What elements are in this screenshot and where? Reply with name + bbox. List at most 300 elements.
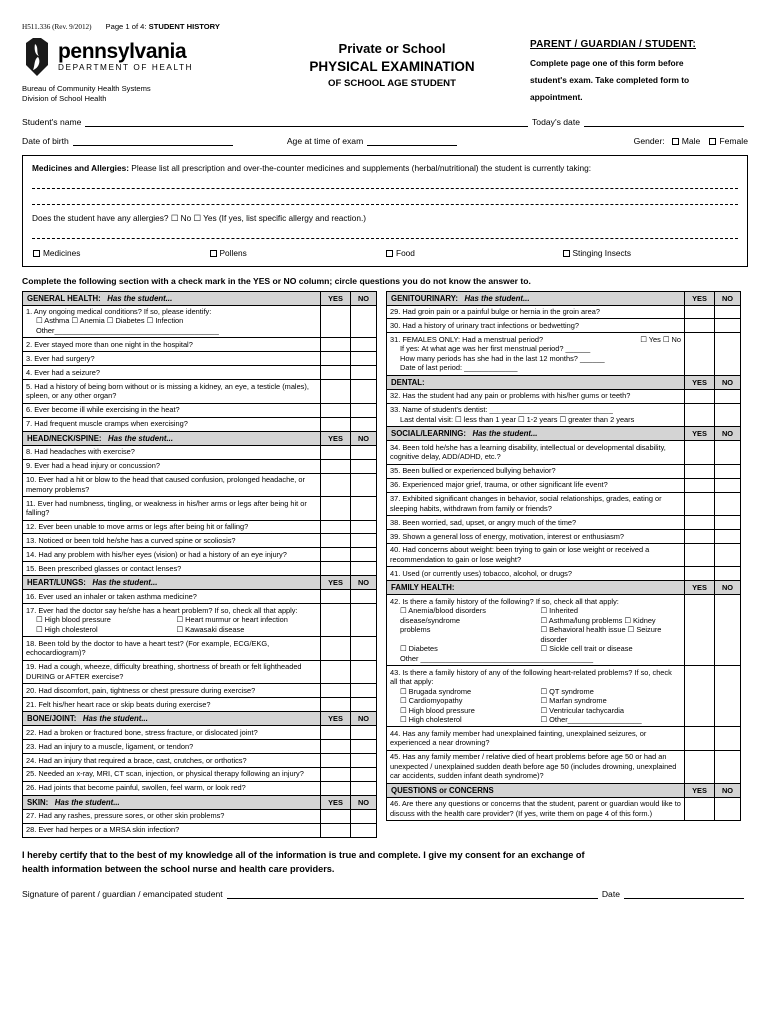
answer-yes-cell[interactable] bbox=[321, 352, 351, 366]
question-row bbox=[387, 464, 741, 478]
answer-yes-cell[interactable] bbox=[685, 727, 715, 750]
signature-date-input[interactable] bbox=[624, 889, 744, 899]
section-title: HEAD/NECK/SPINE: Has the student... bbox=[23, 431, 321, 445]
question-cell bbox=[23, 637, 321, 660]
question-subtext[interactable]: Other __________________________________________ bbox=[400, 653, 594, 663]
question-subtext[interactable]: Other________________________________________ bbox=[36, 325, 219, 335]
question-row bbox=[387, 797, 741, 820]
question-option[interactable]: ☐ Sickle cell trait or disease bbox=[540, 644, 633, 654]
question-text: 30. Had a history of urinary tract infections or bedwetting? bbox=[390, 320, 579, 330]
answer-yes-cell[interactable] bbox=[685, 478, 715, 492]
question-option-row[interactable] bbox=[400, 696, 681, 705]
page-indicator-prefix: Page 1 of 4: bbox=[105, 22, 149, 31]
answer-no-cell[interactable] bbox=[351, 445, 377, 459]
section-header-row bbox=[387, 427, 741, 441]
student-name-row bbox=[22, 117, 748, 127]
todays-date-label: Today's date bbox=[532, 116, 580, 127]
question-text: 35. Been bullied or experienced bullying behavior? bbox=[390, 466, 556, 476]
bureau-block bbox=[22, 84, 254, 105]
certification-text bbox=[22, 849, 748, 877]
allergy-check-food[interactable] bbox=[385, 248, 562, 258]
answer-yes-cell[interactable] bbox=[685, 543, 715, 566]
gender-female-checkbox[interactable] bbox=[709, 138, 716, 145]
answer-yes-cell[interactable] bbox=[321, 660, 351, 683]
gender-male-checkbox[interactable] bbox=[672, 138, 679, 145]
question-cell bbox=[23, 548, 321, 562]
question-option-row[interactable] bbox=[400, 706, 681, 715]
signature-date-label: Date bbox=[601, 889, 620, 900]
answer-no-cell[interactable] bbox=[351, 534, 377, 548]
question-text: 41. Used (or currently uses) tobacco, alcohol, or drugs? bbox=[390, 568, 572, 578]
question-row bbox=[23, 548, 377, 562]
question-cell bbox=[387, 727, 685, 750]
question-cell bbox=[387, 305, 685, 319]
answer-no-cell[interactable] bbox=[351, 305, 377, 338]
answer-no-cell[interactable] bbox=[715, 727, 741, 750]
section-title: QUESTIONS or CONCERNS bbox=[387, 783, 685, 797]
answer-yes-cell[interactable] bbox=[685, 333, 715, 375]
question-cell bbox=[23, 473, 321, 496]
answer-yes-cell[interactable] bbox=[321, 740, 351, 754]
section-title: GENERAL HEALTH: Has the student... bbox=[23, 291, 321, 305]
answer-no-cell[interactable] bbox=[351, 548, 377, 562]
question-cell bbox=[387, 666, 685, 727]
question-option[interactable]: ☐ Marfan syndrome bbox=[540, 696, 607, 706]
answer-yes-cell[interactable] bbox=[685, 595, 715, 666]
gender-female-option[interactable] bbox=[708, 136, 748, 146]
answer-yes-cell[interactable] bbox=[321, 338, 351, 352]
question-row bbox=[387, 389, 741, 403]
questionnaire-columns bbox=[22, 291, 748, 838]
answer-no-cell[interactable] bbox=[351, 497, 377, 520]
logo-row bbox=[22, 37, 254, 77]
allergy-medicines-checkbox[interactable] bbox=[33, 250, 40, 257]
allergy-insects-checkbox[interactable] bbox=[563, 250, 570, 257]
answer-no-cell[interactable] bbox=[351, 767, 377, 781]
question-row bbox=[23, 809, 377, 823]
gender-female-label: Female bbox=[719, 135, 748, 146]
date-of-birth-label: Date of birth bbox=[22, 135, 69, 146]
question-row bbox=[23, 473, 377, 496]
answer-yes-cell[interactable] bbox=[321, 809, 351, 823]
question-subtext[interactable]: If yes: At what age was her first menstrual period? ______ bbox=[400, 344, 591, 354]
question-option-row[interactable] bbox=[400, 616, 681, 625]
answer-no-cell[interactable] bbox=[715, 464, 741, 478]
answer-yes-cell[interactable] bbox=[321, 823, 351, 837]
question-option[interactable]: ☐ Inherited bbox=[540, 606, 578, 616]
question-cell bbox=[23, 417, 321, 431]
section-header-row bbox=[23, 291, 377, 305]
question-text: 26. Had joints that become painful, swollen, feel warm, or look red? bbox=[26, 783, 246, 793]
question-text: 27. Had any rashes, pressure sores, or other skin problems? bbox=[26, 811, 225, 821]
question-subtext[interactable]: How many periods has she had in the last 12 months? ______ bbox=[400, 353, 605, 363]
question-subtext[interactable]: ☐ Asthma ☐ Anemia ☐ Diabetes ☐ Infection bbox=[36, 316, 184, 326]
question-text: 37. Exhibited significant changes in behavior, social relationships, grades, eating or sleeping habits, withdrawn from family or friends? bbox=[390, 494, 662, 513]
section-title: SOCIAL/LEARNING: Has the student... bbox=[387, 427, 685, 441]
question-text: 40. Had concerns about weight: been trying to gain or lose weight or received a recommendation to gain or lose weight? bbox=[390, 545, 650, 564]
answer-yes-cell[interactable] bbox=[321, 767, 351, 781]
page-indicator bbox=[106, 22, 220, 31]
medicines-heading bbox=[32, 163, 738, 173]
question-option-row[interactable] bbox=[400, 644, 681, 653]
question-option-row[interactable] bbox=[400, 715, 681, 724]
answer-yes-cell[interactable] bbox=[685, 441, 715, 464]
question-cell bbox=[23, 590, 321, 604]
question-row bbox=[387, 595, 741, 666]
answer-yes-cell[interactable] bbox=[321, 548, 351, 562]
answer-yes-cell[interactable] bbox=[321, 698, 351, 712]
question-option-row[interactable] bbox=[400, 625, 681, 644]
answer-yes-cell[interactable] bbox=[321, 754, 351, 768]
question-row bbox=[23, 637, 377, 660]
answer-yes-cell[interactable] bbox=[321, 562, 351, 576]
column-header-yes: YES bbox=[685, 427, 715, 441]
medicines-line-2[interactable] bbox=[32, 194, 738, 205]
answer-no-cell[interactable] bbox=[351, 417, 377, 431]
answer-yes-cell[interactable] bbox=[685, 530, 715, 544]
answer-no-cell[interactable] bbox=[351, 338, 377, 352]
answer-no-cell[interactable] bbox=[351, 823, 377, 837]
question-row bbox=[23, 767, 377, 781]
answer-yes-cell[interactable] bbox=[321, 473, 351, 496]
question-option-row[interactable] bbox=[400, 606, 681, 615]
question-text: 31. FEMALES ONLY: Had a menstrual period? bbox=[390, 334, 544, 344]
question-option-row[interactable] bbox=[400, 687, 681, 696]
question-option[interactable]: ☐ Heart murmur or heart infection bbox=[176, 615, 288, 625]
question-cell bbox=[23, 534, 321, 548]
answer-yes-cell[interactable] bbox=[321, 684, 351, 698]
answer-no-cell[interactable] bbox=[715, 333, 741, 375]
answer-no-cell[interactable] bbox=[351, 562, 377, 576]
question-cell bbox=[387, 516, 685, 530]
section-header-row bbox=[387, 783, 741, 797]
question-option[interactable]: ☐ Ventricular tachycardia bbox=[540, 705, 624, 715]
answer-yes-cell[interactable] bbox=[685, 666, 715, 727]
question-text: 4. Ever had a seizure? bbox=[26, 367, 100, 377]
question-text: 45. Has any family member / relative died of heart problems before age 50 or had an unexpected / unexplained sudden death before age 50 (includes drowning, unexplained car accidents, sudden infant death syndrome)? bbox=[390, 752, 677, 781]
answer-yes-cell[interactable] bbox=[321, 726, 351, 740]
allergy-medicines-label: Medicines bbox=[43, 247, 81, 258]
dob-gender-row bbox=[22, 136, 748, 146]
section-instruction: Complete the following section with a check mark in the YES or NO column; circle questions you do not know the answer to. bbox=[22, 275, 531, 286]
question-row bbox=[387, 727, 741, 750]
question-text: 13. Noticed or been told he/she has a curved spine or scoliosis? bbox=[26, 535, 236, 545]
question-option[interactable]: ☐ High cholesterol bbox=[400, 715, 462, 724]
signature-input[interactable] bbox=[227, 889, 598, 899]
question-text: 12. Ever been unable to move arms or legs after being hit or falling? bbox=[26, 522, 249, 531]
answer-yes-cell[interactable] bbox=[685, 516, 715, 530]
question-cell bbox=[23, 352, 321, 366]
question-text: 17. Ever had the doctor say he/she has a heart problem? If so, check all that apply: bbox=[26, 605, 298, 615]
question-option[interactable]: ☐ Behavioral health issue ☐ Seizure disorder bbox=[540, 625, 662, 644]
question-option[interactable]: ☐ Kawasaki disease bbox=[176, 624, 245, 634]
question-text: 9. Ever had a head injury or concussion? bbox=[26, 461, 160, 471]
question-option[interactable]: ☐ High blood pressure bbox=[36, 615, 111, 625]
form-title-line-2: PHYSICAL EXAMINATION bbox=[309, 59, 475, 74]
section-header-row bbox=[387, 291, 741, 305]
answer-yes-cell[interactable] bbox=[321, 590, 351, 604]
section-title: FAMILY HEALTH: bbox=[387, 581, 685, 595]
question-row bbox=[23, 497, 377, 520]
section-title: SKIN: Has the student... bbox=[23, 795, 321, 809]
answer-no-cell[interactable] bbox=[351, 590, 377, 604]
allergy-question[interactable]: Does the student have any allergies? ☐ No ☐ Yes (If yes, list specific allergy and reaction.) bbox=[32, 212, 367, 223]
answer-yes-cell[interactable] bbox=[321, 417, 351, 431]
question-option[interactable]: ☐ Cardiomyopathy bbox=[400, 696, 463, 706]
allergy-line-1[interactable] bbox=[32, 228, 738, 239]
age-at-exam-input[interactable] bbox=[367, 136, 457, 146]
allergy-check-insects[interactable] bbox=[562, 248, 739, 258]
question-cell bbox=[23, 660, 321, 683]
age-at-exam-label: Age at time of exam bbox=[286, 135, 364, 146]
question-row bbox=[387, 750, 741, 783]
question-row bbox=[387, 666, 741, 727]
answer-no-cell[interactable] bbox=[351, 473, 377, 496]
question-cell bbox=[23, 754, 321, 768]
answer-no-cell[interactable] bbox=[351, 698, 377, 712]
answer-no-cell[interactable] bbox=[715, 595, 741, 666]
answer-yes-cell[interactable] bbox=[685, 797, 715, 820]
question-row bbox=[387, 543, 741, 566]
question-row bbox=[387, 441, 741, 464]
question-cell bbox=[23, 562, 321, 576]
question-text: 34. Been told he/she has a learning disability, intellectual or developmental disability, cognitive delay, ADD/ADHD, etc.? bbox=[390, 442, 666, 462]
answer-yes-cell[interactable] bbox=[321, 305, 351, 338]
answer-no-cell[interactable] bbox=[715, 478, 741, 492]
question-text: 5. Had a history of being born without or is missing a kidney, an eye, a testicle (males), spleen, or any other organ? bbox=[26, 381, 309, 401]
question-option-row[interactable] bbox=[36, 625, 317, 634]
question-cell bbox=[387, 492, 685, 515]
allergy-check-pollens[interactable] bbox=[209, 248, 386, 258]
question-cell bbox=[387, 530, 685, 544]
question-inline-options[interactable]: ☐ Yes ☐ No bbox=[640, 334, 681, 344]
answer-yes-cell[interactable] bbox=[321, 534, 351, 548]
question-text: 20. Had discomfort, pain, tightness or chest pressure during exercise? bbox=[26, 685, 256, 695]
keystone-logo-icon bbox=[22, 37, 52, 77]
question-option[interactable]: ☐ QT syndrome bbox=[540, 686, 594, 696]
answer-no-cell[interactable] bbox=[351, 520, 377, 534]
answer-no-cell[interactable] bbox=[351, 754, 377, 768]
question-cell bbox=[23, 823, 321, 837]
answer-no-cell[interactable] bbox=[715, 319, 741, 333]
answer-no-cell[interactable] bbox=[715, 492, 741, 515]
answer-no-cell[interactable] bbox=[351, 726, 377, 740]
question-text: 15. Been prescribed glasses or contact lenses? bbox=[26, 563, 182, 573]
answer-no-cell[interactable] bbox=[715, 567, 741, 581]
question-text: 39. Shown a general loss of energy, motivation, interest or enthusiasm? bbox=[390, 531, 625, 541]
question-option[interactable]: ☐ Asthma/lung problems ☐ Kidney bbox=[540, 615, 656, 625]
answer-no-cell[interactable] bbox=[715, 797, 741, 820]
question-cell bbox=[23, 403, 321, 417]
question-row bbox=[23, 754, 377, 768]
question-option[interactable]: ☐ Diabetes bbox=[400, 644, 438, 654]
question-cell bbox=[23, 520, 321, 534]
left-question-table bbox=[22, 291, 377, 838]
student-name-label: Student's name bbox=[22, 116, 82, 127]
answer-yes-cell[interactable] bbox=[685, 305, 715, 319]
question-option[interactable]: disease/syndrome bbox=[400, 615, 460, 625]
question-cell bbox=[23, 380, 321, 403]
answer-yes-cell[interactable] bbox=[321, 380, 351, 403]
question-text: 22. Had a broken or fractured bone, stress fracture, or dislocated joint? bbox=[26, 727, 258, 737]
todays-date-input[interactable] bbox=[584, 117, 744, 127]
question-cell bbox=[23, 305, 321, 338]
agency-block bbox=[22, 37, 254, 105]
answer-no-cell[interactable] bbox=[351, 809, 377, 823]
answer-yes-cell[interactable] bbox=[321, 497, 351, 520]
question-subtext[interactable]: Last dental visit: ☐ less than 1 year ☐ 1-2 years ☐ greater than 2 years bbox=[400, 414, 635, 424]
question-cell bbox=[23, 445, 321, 459]
allergy-food-checkbox[interactable] bbox=[386, 250, 393, 257]
question-subtext[interactable]: Date of last period: _____________ bbox=[400, 363, 518, 373]
answer-yes-cell[interactable] bbox=[321, 459, 351, 473]
question-option[interactable]: problems bbox=[400, 625, 431, 635]
parent-notice-line-1: Complete page one of this form before bbox=[530, 57, 684, 68]
question-text: 1. Any ongoing medical conditions? If so, please identify: bbox=[26, 307, 212, 316]
answer-yes-cell[interactable] bbox=[685, 389, 715, 403]
answer-no-cell[interactable] bbox=[715, 389, 741, 403]
question-option[interactable]: ☐ Anemia/blood disorders bbox=[400, 606, 486, 616]
answer-no-cell[interactable] bbox=[351, 660, 377, 683]
gender-male-option[interactable] bbox=[671, 136, 701, 146]
column-header-yes: YES bbox=[685, 783, 715, 797]
answer-yes-cell[interactable] bbox=[321, 520, 351, 534]
section-header-row bbox=[23, 795, 377, 809]
question-row bbox=[23, 684, 377, 698]
parent-notice-line-2: student's exam. Take completed form to bbox=[530, 74, 690, 85]
revision-code: H511.336 (Rev. 9/2012) bbox=[22, 23, 92, 31]
question-option[interactable]: ☐ Other__________________ bbox=[540, 715, 642, 724]
answer-no-cell[interactable] bbox=[351, 684, 377, 698]
answer-yes-cell[interactable] bbox=[685, 464, 715, 478]
form-title-block bbox=[262, 37, 522, 105]
question-row bbox=[23, 726, 377, 740]
question-text: 46. Are there any questions or concerns that the student, parent or guardian would like to discuss with the health care provider? (If yes, write them on page 4 of this form.) bbox=[390, 799, 681, 818]
question-cell bbox=[387, 403, 685, 426]
question-text: 6. Ever become ill while exercising in the heat? bbox=[26, 405, 180, 415]
question-row bbox=[387, 319, 741, 333]
answer-no-cell[interactable] bbox=[715, 516, 741, 530]
question-option[interactable]: ☐ Brugada syndrome bbox=[400, 686, 472, 696]
parent-notice-title: PARENT / GUARDIAN / STUDENT: bbox=[530, 39, 696, 50]
question-option[interactable]: ☐ High cholesterol bbox=[36, 624, 98, 634]
question-text: 2. Ever stayed more than one night in the hospital? bbox=[26, 339, 193, 349]
question-row bbox=[23, 590, 377, 604]
section-header-row bbox=[23, 712, 377, 726]
answer-yes-cell[interactable] bbox=[321, 403, 351, 417]
question-row bbox=[23, 403, 377, 417]
section-title: HEART/LUNGS: Has the student... bbox=[23, 576, 321, 590]
question-row bbox=[23, 380, 377, 403]
answer-no-cell[interactable] bbox=[715, 530, 741, 544]
question-cell bbox=[23, 698, 321, 712]
answer-no-cell[interactable] bbox=[715, 441, 741, 464]
question-cell bbox=[23, 781, 321, 795]
allergy-check-medicines[interactable] bbox=[32, 248, 209, 258]
answer-yes-cell[interactable] bbox=[321, 781, 351, 795]
left-column bbox=[22, 291, 377, 838]
answer-no-cell[interactable] bbox=[351, 352, 377, 366]
brand-department: DEPARTMENT OF HEALTH bbox=[58, 63, 194, 73]
question-row bbox=[387, 403, 741, 426]
question-text: 32. Has the student had any pain or problems with his/her gums or teeth? bbox=[390, 391, 631, 401]
question-text: 36. Experienced major grief, trauma, or other significant life event? bbox=[390, 480, 608, 490]
answer-no-cell[interactable] bbox=[351, 459, 377, 473]
answer-yes-cell[interactable] bbox=[685, 403, 715, 426]
question-option-row[interactable] bbox=[36, 615, 317, 624]
answer-no-cell[interactable] bbox=[351, 740, 377, 754]
answer-no-cell[interactable] bbox=[351, 366, 377, 380]
section-title: DENTAL: bbox=[387, 375, 685, 389]
question-row bbox=[23, 698, 377, 712]
answer-no-cell[interactable] bbox=[715, 543, 741, 566]
column-header-no: NO bbox=[351, 712, 377, 726]
answer-no-cell[interactable] bbox=[351, 604, 377, 637]
answer-yes-cell[interactable] bbox=[685, 567, 715, 581]
student-name-input[interactable] bbox=[85, 117, 528, 127]
question-cell bbox=[23, 726, 321, 740]
question-text: 38. Been worried, sad, upset, or angry much of the time? bbox=[390, 517, 577, 527]
answer-no-cell[interactable] bbox=[351, 403, 377, 417]
answer-no-cell[interactable] bbox=[715, 305, 741, 319]
medicines-heading-rest: Please list all prescription and over-the-counter medicines and supplements (herbal/nutritional) the student is currently taking: bbox=[128, 162, 592, 173]
answer-yes-cell[interactable] bbox=[685, 492, 715, 515]
column-header-yes: YES bbox=[685, 291, 715, 305]
column-header-no: NO bbox=[715, 427, 741, 441]
question-cell bbox=[387, 389, 685, 403]
question-text: 43. Is there a family history of any of the following heart-related problems? If so, check all that apply: bbox=[390, 667, 672, 687]
allergy-insects-label: Stinging Insects bbox=[572, 247, 632, 258]
bureau-line-2: Division of School Health bbox=[22, 94, 107, 104]
question-text: 29. Had groin pain or a painful bulge or hernia in the groin area? bbox=[390, 307, 600, 316]
allergy-pollens-checkbox[interactable] bbox=[210, 250, 217, 257]
allergy-pollens-label: Pollens bbox=[219, 247, 247, 258]
question-text: 24. Had an injury that required a brace, cast, crutches, or orthotics? bbox=[26, 755, 247, 765]
question-text: 19. Had a cough, wheeze, difficulty breathing, shortness of breath or felt lightheaded DURING or AFTER exercise? bbox=[26, 662, 302, 681]
section-header-row bbox=[387, 581, 741, 595]
question-option[interactable]: ☐ High blood pressure bbox=[400, 705, 475, 715]
answer-yes-cell[interactable] bbox=[321, 637, 351, 660]
answer-no-cell[interactable] bbox=[715, 403, 741, 426]
question-row bbox=[23, 445, 377, 459]
answer-no-cell[interactable] bbox=[351, 637, 377, 660]
question-text: 10. Ever had a hit or blow to the head that caused confusion, prolonged headache, or memory problems? bbox=[26, 475, 305, 494]
answer-no-cell[interactable] bbox=[351, 781, 377, 795]
answer-yes-cell[interactable] bbox=[685, 319, 715, 333]
medicines-line-1[interactable] bbox=[32, 178, 738, 189]
question-row bbox=[23, 562, 377, 576]
answer-no-cell[interactable] bbox=[351, 380, 377, 403]
question-text: 3. Ever had surgery? bbox=[26, 353, 95, 363]
signature-label: Signature of parent / guardian / emancipated student bbox=[22, 889, 223, 900]
section-title: BONE/JOINT: Has the student... bbox=[23, 712, 321, 726]
question-text: 44. Has any family member had unexplained fainting, unexplained seizures, or experienced a near drowning? bbox=[390, 728, 647, 748]
signature-row bbox=[22, 889, 748, 899]
question-row bbox=[23, 352, 377, 366]
answer-yes-cell[interactable] bbox=[321, 604, 351, 637]
right-question-table bbox=[386, 291, 741, 822]
question-row bbox=[23, 305, 377, 338]
answer-no-cell[interactable] bbox=[715, 750, 741, 783]
date-of-birth-input[interactable] bbox=[73, 136, 233, 146]
question-text: 7. Had frequent muscle cramps when exercising? bbox=[26, 419, 188, 429]
answer-yes-cell[interactable] bbox=[321, 366, 351, 380]
answer-no-cell[interactable] bbox=[715, 666, 741, 727]
answer-yes-cell[interactable] bbox=[321, 445, 351, 459]
question-cell bbox=[23, 338, 321, 352]
gender-male-label: Male bbox=[681, 135, 701, 146]
answer-yes-cell[interactable] bbox=[685, 750, 715, 783]
